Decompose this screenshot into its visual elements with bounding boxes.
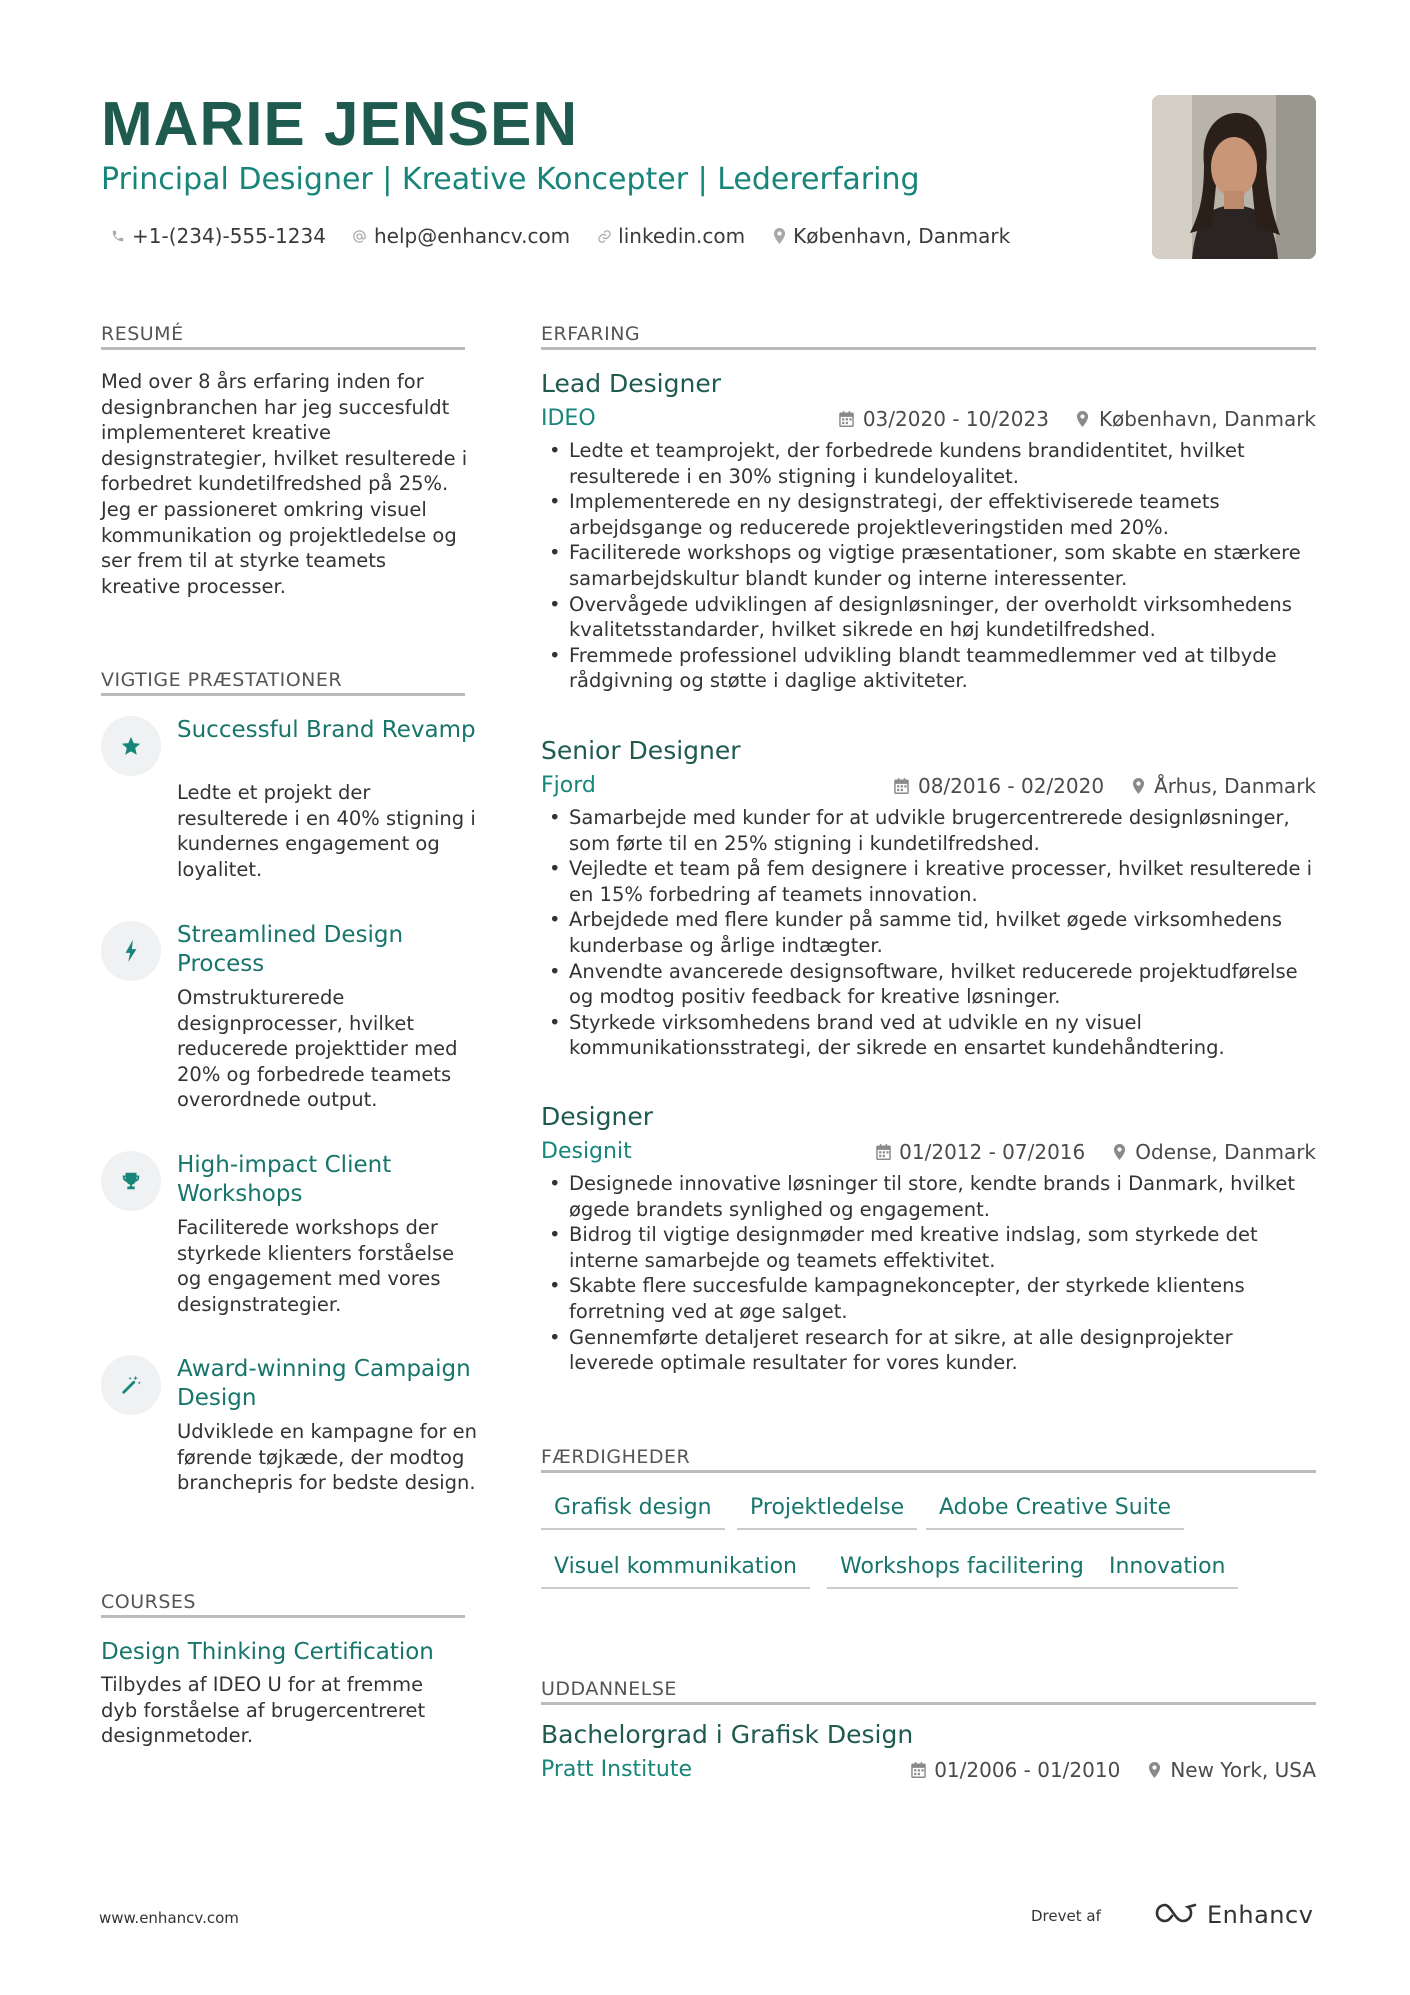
email-text: help@enhancv.com: [373, 224, 571, 248]
achievement-desc: Faciliterede workshops der styrkede klienters forståelse og engagement med vores designstrategier.: [177, 1216, 455, 1316]
job-dates: [839, 407, 1049, 431]
job-bullets: [541, 1171, 1316, 1376]
skill-tag: Adobe Creative Suite: [926, 1490, 1184, 1530]
job-bullet: • Arbejdede med flere kunder på samme tid, hvilket øgede virksomhedens kunderbase og årlige indtægter.: [541, 907, 1316, 958]
location-pin-icon: [1111, 1144, 1127, 1160]
job-dates: [875, 1140, 1085, 1164]
job-bullet: • Skabte flere succesfulde kampagnekoncepter, der styrkede klientens forretning ved at øge salget.: [541, 1273, 1316, 1324]
contact-linkedin[interactable]: [596, 224, 745, 248]
education-school: Pratt Institute: [541, 1757, 693, 1782]
skill-tag: Grafisk design: [541, 1490, 725, 1530]
education-dates: [910, 1758, 1120, 1782]
headline: Principal Designer | Kreative Koncepter | Ledererfaring: [101, 162, 920, 197]
enhancv-logo-icon: [1153, 1901, 1199, 1929]
job-dates: [894, 774, 1104, 798]
job-bullet: • Gennemførte detaljeret research for at sikre, at alle designprojekter leverede optimale resultater for vores kunder.: [541, 1325, 1316, 1376]
experience-divider: [541, 347, 1316, 350]
skill-tag: Innovation: [1096, 1549, 1238, 1589]
calendar-icon: [894, 778, 910, 794]
job-bullets: [541, 438, 1316, 694]
job-bullet: • Vejledte et team på fem designere i kreative processer, hvilket resulterede i en 15% forbedring af teamets innovation.: [541, 856, 1316, 907]
experience-section-title: ERFARING: [541, 323, 641, 345]
location-pin-icon: [1130, 778, 1146, 794]
achievement-desc: Ledte et projekt der resulterede i en 40% stigning i kundernes engagement og loyalitet.: [177, 781, 476, 881]
education-degree: Bachelorgrad i Grafisk Design: [541, 1720, 914, 1749]
location-text: København, Danmark: [793, 224, 1011, 248]
star-icon: [101, 716, 161, 776]
contact-email[interactable]: [352, 224, 570, 248]
job-dates-text: 01/2012 - 07/2016: [899, 1140, 1086, 1164]
courses-divider: [101, 1615, 465, 1618]
job-bullet: • Bidrog til vigtige designmøder med kreative indslag, som styrkede det interne samarbejde og teamets effektivitet.: [541, 1222, 1316, 1273]
job-location: [1130, 774, 1316, 798]
skill-tag: Projektledelse: [737, 1490, 917, 1530]
job-title: Designer: [541, 1102, 653, 1131]
achievement-title: Successful Brand Revamp: [177, 717, 476, 743]
job-location-text: Odense, Danmark: [1135, 1140, 1316, 1164]
education-meta: [910, 1756, 1316, 1784]
location-pin-icon: [771, 228, 787, 244]
job-title: Lead Designer: [541, 369, 721, 398]
job-bullet: • Faciliterede workshops og vigtige præsentationer, som skabte en stærkere samarbejdskultur blandt kunder og interne interessenter.: [541, 540, 1316, 591]
contact-bar: [110, 220, 1010, 252]
footer-powered-by: Drevet af: [1031, 1907, 1101, 1925]
courses-section-title: COURSES: [101, 1591, 196, 1613]
job-bullet: • Overvågede udviklingen af designløsninger, der overholdt virksomhedens kvalitetsstandarder, hvilket sikrede en høj kundetilfredshed.: [541, 592, 1316, 643]
job-bullet: • Styrkede virksomhedens brand ved at udvikle en ny visuel kommunikationsstrategi, der sikrede en ensartet kundehåndtering.: [541, 1010, 1316, 1061]
summary-divider: [101, 347, 465, 350]
job-meta: [875, 1138, 1316, 1166]
skill-tag: Workshops facilitering: [827, 1549, 1097, 1589]
job-location-text: København, Danmark: [1098, 407, 1316, 431]
candidate-name: MARIE JENSEN: [101, 90, 579, 159]
achievement-item: [101, 1355, 481, 1525]
skill-tag: Visuel kommunikation: [541, 1549, 810, 1589]
summary-section-title: RESUMÉ: [101, 323, 184, 345]
job-company: Fjord: [541, 773, 596, 798]
achievement-desc: Omstrukturerede designprocesser, hvilket reducerede projekttider med 20% og forbedrede teamets overordnede output.: [177, 986, 458, 1112]
calendar-icon: [839, 411, 855, 427]
job-location: [1075, 407, 1316, 431]
skills-divider: [541, 1470, 1316, 1473]
course-desc: Tilbydes af IDEO U for at fremme dyb forståelse af brugercentreret designmetoder.: [101, 1673, 426, 1748]
enhancv-logo-text: Enhancv: [1207, 1901, 1314, 1929]
magic-wand-icon: [101, 1355, 161, 1415]
job-bullet: • Ledte et teamprojekt, der forbedrede kundens brandidentitet, hvilket resulterede i en 30% stigning i kundeloyalitet.: [541, 438, 1316, 489]
job-location: [1111, 1140, 1316, 1164]
job-entry: [541, 1101, 1316, 1391]
achievement-desc: Udviklede en kampagne for en førende tøjkæde, der modtog branchepris for bedste design.: [177, 1420, 477, 1495]
job-title: Senior Designer: [541, 736, 741, 765]
job-entry: [541, 735, 1316, 1075]
enhancv-logo[interactable]: [1153, 1898, 1313, 1932]
contact-phone[interactable]: [110, 224, 326, 248]
job-bullet: • Fremmede professionel udvikling blandt teammedlemmer ved at tilbyde rådgivning og støtte i daglige aktiviteter.: [541, 643, 1316, 694]
contact-location: [771, 224, 1010, 248]
link-icon: [596, 228, 612, 244]
education-location: [1146, 1758, 1316, 1782]
job-meta: [839, 405, 1316, 433]
footer-url[interactable]: www.enhancv.com: [99, 1909, 239, 1927]
skills-section-title: FÆRDIGHEDER: [541, 1446, 691, 1468]
calendar-icon: [875, 1144, 891, 1160]
job-bullet: • Samarbejde med kunder for at udvikle brugercentrerede designløsninger, som førte til en 25% stigning i kundetilfredshed.: [541, 805, 1316, 856]
course-title: Design Thinking Certification: [101, 1639, 434, 1665]
location-pin-icon: [1146, 1762, 1162, 1778]
education-divider: [541, 1702, 1316, 1705]
job-company: Designit: [541, 1139, 632, 1164]
education-location-text: New York, USA: [1170, 1758, 1316, 1782]
achievement-title: Streamlined Design Process: [177, 922, 404, 977]
job-dates-text: 08/2016 - 02/2020: [917, 774, 1105, 798]
phone-text: +1-(234)-555-1234: [132, 224, 326, 248]
job-bullet: • Implementerede en ny designstrategi, der effektiviserede teamets arbejdsgange og reducerede projektleveringstiden med 20%.: [541, 489, 1316, 540]
trophy-icon: [101, 1151, 161, 1211]
education-dates-text: 01/2006 - 01/2010: [934, 1758, 1121, 1782]
at-icon: [352, 228, 368, 244]
job-location-text: Århus, Danmark: [1154, 774, 1316, 798]
job-company: IDEO: [541, 406, 596, 431]
job-bullet: • Anvendte avancerede designsoftware, hvilket reducerede projektudførelse og modtog positiv feedback for kreative løsninger.: [541, 959, 1316, 1010]
job-meta: [894, 772, 1316, 800]
job-entry: [541, 368, 1316, 708]
achievement-item: [101, 1151, 481, 1321]
achievements-divider: [101, 693, 465, 696]
achievement-item: [101, 716, 481, 886]
education-section-title: UDDANNELSE: [541, 1678, 677, 1700]
job-dates-text: 03/2020 - 10/2023: [862, 407, 1049, 431]
achievement-title: Award-winning Campaign Design: [177, 1356, 471, 1411]
profile-photo: [1152, 95, 1316, 259]
achievement-title: High-impact Client Workshops: [177, 1152, 392, 1207]
summary-text: Med over 8 års erfaring inden for designbranchen har jeg succesfuldt implementeret kreative designstrategier, hvilket resulterede i forbedret kundetilfredshed på 25%. Jeg er passioneret omkring visuel kommunikation og projektledelse og ser frem til at styrke teamets kreative processer.: [101, 370, 468, 598]
achievements-section-title: VIGTIGE PRÆSTATIONER: [101, 669, 343, 691]
job-bullet: • Designede innovative løsninger til store, kendte brands i Danmark, hvilket øgede brandets synlighed og engagement.: [541, 1171, 1316, 1222]
linkedin-text: linkedin.com: [618, 224, 746, 248]
phone-icon: [110, 228, 126, 244]
job-bullets: [541, 805, 1316, 1061]
location-pin-icon: [1075, 411, 1091, 427]
calendar-icon: [910, 1762, 926, 1778]
achievement-item: [101, 921, 481, 1121]
bolt-icon: [101, 921, 161, 981]
